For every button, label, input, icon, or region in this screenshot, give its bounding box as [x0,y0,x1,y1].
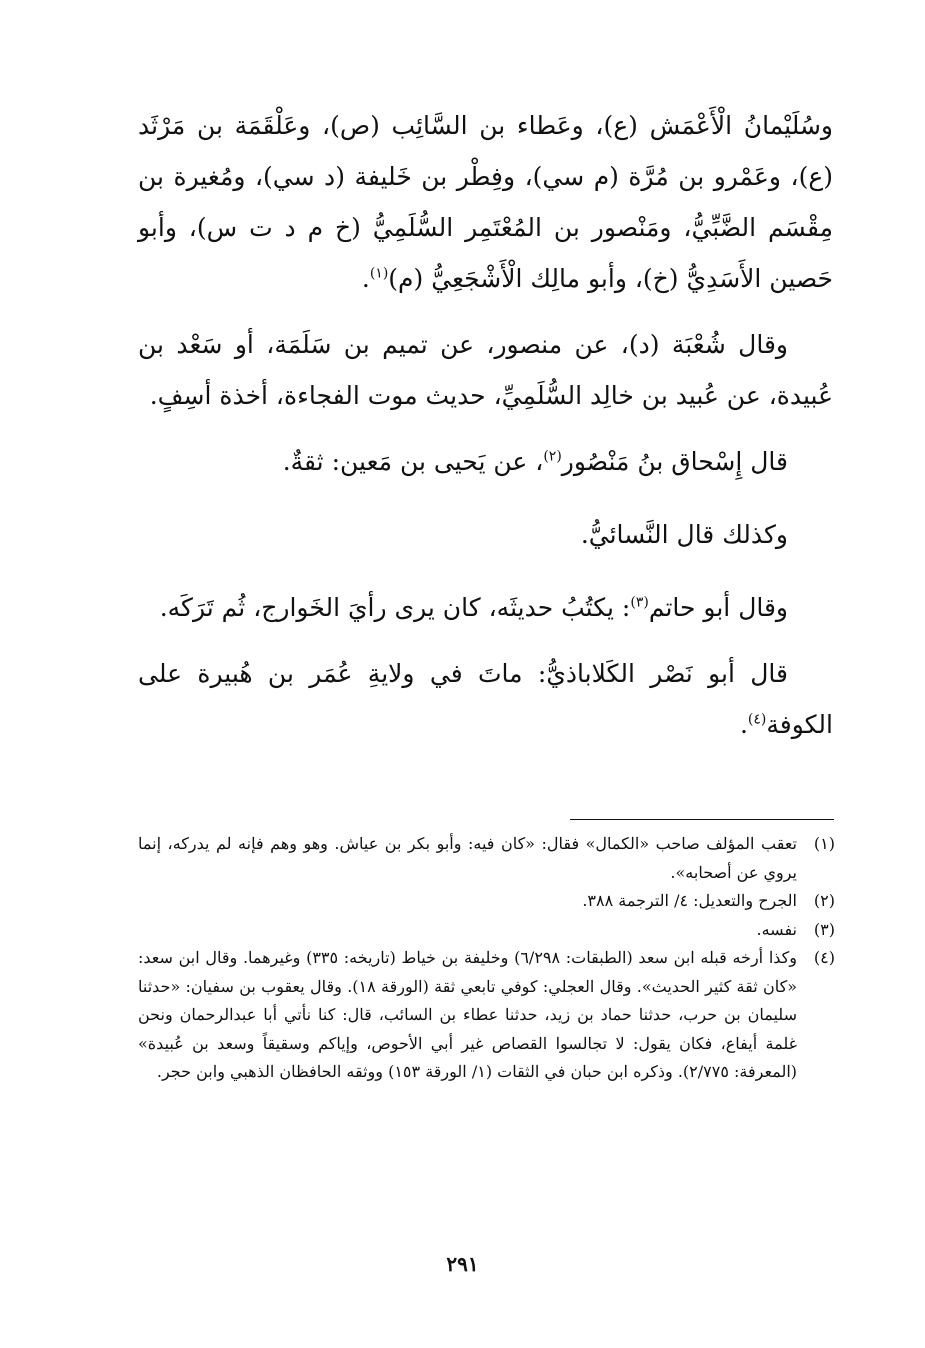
paragraph-kalabadhi [138,648,833,750]
footnote-ref-3[interactable]: (٣) [630,594,649,611]
paragraph-abu-hatim-text-a: وقال أبو حاتم [648,593,788,622]
footnote-number: (١) [813,834,835,853]
main-text [138,100,833,765]
footnote-divider [570,819,834,820]
paragraph-narrators [138,100,833,304]
paragraph-ishaq-text-b: ، عن يَحيى بن مَعين: ثقةٌ. [282,447,544,476]
footnote-number: (٢) [813,891,835,910]
paragraph-ishaq-text-a: قال إِسْحاق بنُ مَنْصُور [561,447,788,476]
footnote-text: وكذا أرخه قبله ابن سعد (الطبقات: ٦/٢٩٨) وخليفة بن خياط (تاريخه: ٣٣٥) وغيرهما. وقال ابن سعد: «كان ثقة كثير الحديث». وقال العجلي: كوفي تابعي ثقة (الورقة ١٨). وقال يعقوب بن سفيان: «حدثنا سليمان بن حرب، حدثنا حماد بن زيد، حدثنا عطاء بن السائب، قال: كنا نأتي أبا عبدالرحمان ونحن غلمة أيفاع، فكان يقول: لا تجالسوا القصاص غير أبي الأحوص، وإياكم وسقيقاً وسعد بن عُبيدة» (المعرفة: ٢/٧٧٥). وذكره ابن حبان في الثقات (١/ الورقة ١٥٣) ووثقه الحافظان الذهبي وابن حجر. [138,948,798,1081]
footnotes [138,830,835,1087]
footnote-number: (٤) [813,948,835,967]
paragraph-shuba [138,319,833,421]
paragraph-narrators-end: . [361,264,370,293]
paragraph-kalabadhi-text: قال أبو نَصْر الكَلاباذيُّ: ماتَ في ولايةِ عُمَر بن هُبيرة على الكوفة [138,659,833,739]
footnote-text: نفسه. [756,919,797,939]
paragraph-kalabadhi-end: . [739,710,748,739]
footnote-item [138,916,835,945]
footnote-text: الجرح والتعديل: ٤/ الترجمة ٣٨٨. [582,891,797,910]
footnote-text: تعقب المؤلف صاحب «الكمال» فقال: «كان فيه: وأبو بكر بن عياش. وهو وهم فإنه لم يدركه، إنما يروي عن أصحابه». [138,834,797,882]
footnote-item [138,944,835,1087]
footnote-item [138,887,835,916]
paragraph-abu-hatim-text-b: : يكتُبُ حديثَه، كان يرى رأيَ الخَوارج، ثُم تَرَكَه. [159,593,631,622]
paragraph-narrators-text: وسُلَيْمانُ الْأَعْمَش (ع)، وعَطاء بن السَّائِب (ص)، وعَلْقَمَة بن مَرْثَد (ع)، وعَمْرو بن مُرَّة (م سي)، وفِطْر بن خَليفة (د سي)، ومُغيرة بن مِقْسَم الضَّبِّيُّ، ومَنْصور بن المُعْتَمِر السُّلَمِيُّ (خ م د ت س)، وأبو حَصين الأَسَدِيُّ (خ)، وأبو مالِك الْأَشْجَعِيُّ (م) [138,111,833,293]
footnote-item [138,830,835,887]
page-number: ٢٩١ [446,1252,479,1276]
footnote-ref-1[interactable]: (١) [369,265,389,282]
footnote-ref-2[interactable]: (٢) [543,448,562,465]
paragraph-abu-hatim [138,582,833,633]
footnote-ref-4[interactable]: (٤) [747,711,767,728]
paragraph-nasai-text: وكذلك قال النَّسائيُّ. [580,520,788,549]
paragraph-ishaq [138,436,833,487]
paragraph-nasai [138,509,833,560]
footnote-number: (٣) [813,919,835,939]
paragraph-shuba-text: وقال شُعْبَة (د)، عن منصور، عن تميم بن سَلَمَة، أو سَعْد بن عُبيدة، عن عُبيد بن خالِد السُّلَمِيِّ، حديث موت الفجاءة، أخذة أسِفٍ. [138,330,833,410]
